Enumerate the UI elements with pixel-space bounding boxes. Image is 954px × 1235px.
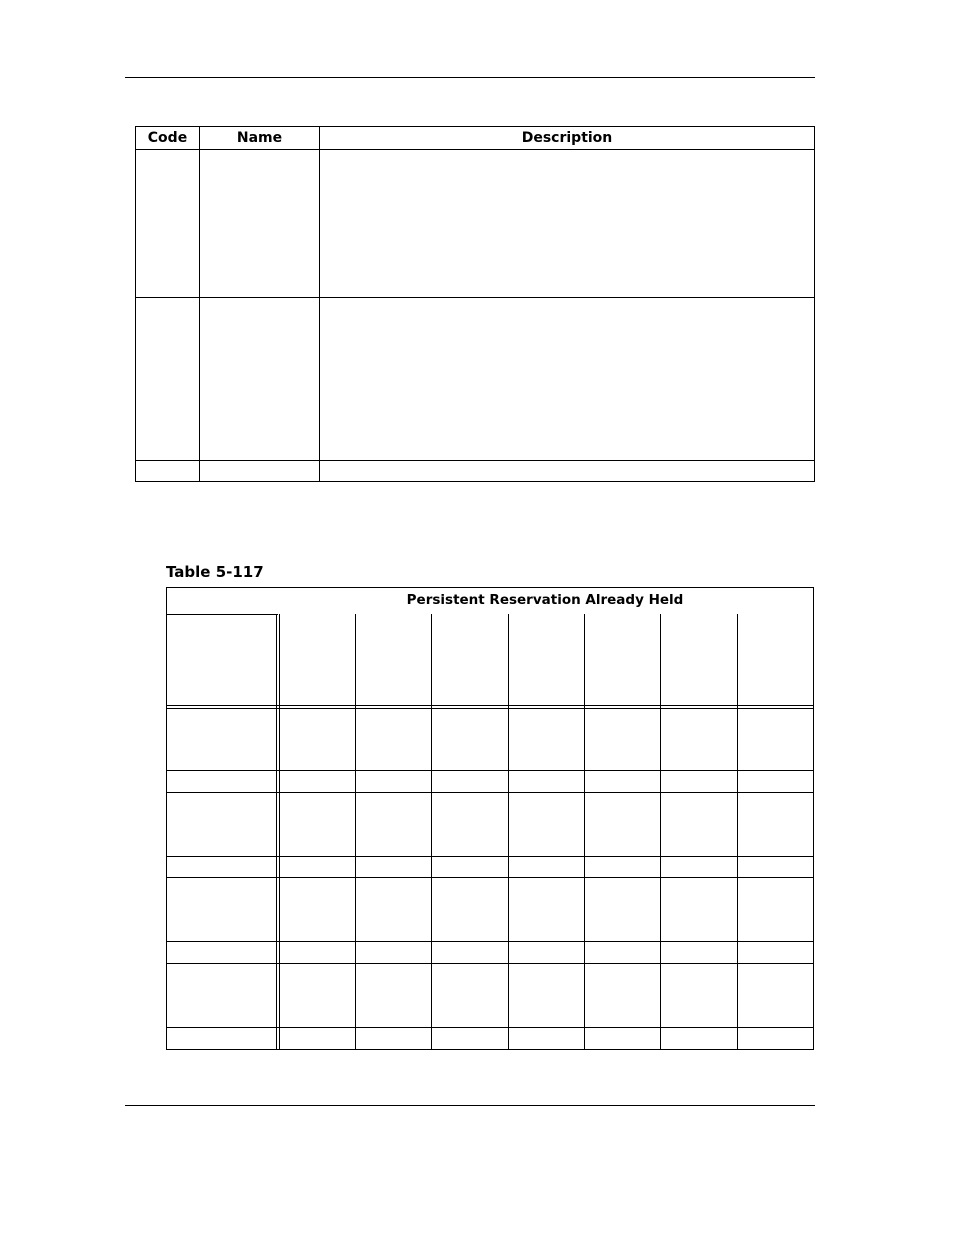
- grid-divider: [508, 614, 509, 1049]
- table-row: [136, 298, 815, 460]
- header-rule: [125, 77, 815, 78]
- cell-description: [320, 150, 815, 298]
- cell-name: [200, 298, 320, 460]
- grid-rule: [167, 941, 813, 942]
- column-header-description: Description: [320, 127, 815, 150]
- grid-divider: [431, 614, 432, 1049]
- code-name-description-table: [135, 126, 815, 482]
- grid-rule: [167, 877, 813, 878]
- table-row: [136, 150, 815, 298]
- grid-divider: [584, 614, 585, 1049]
- grid-divider: [279, 614, 280, 1049]
- table-row: [136, 460, 815, 481]
- grid-rule: [167, 770, 813, 771]
- grid-rule: [167, 708, 813, 709]
- grid-rule: [167, 792, 813, 793]
- grid-rule: [167, 1027, 813, 1028]
- grid-divider: [660, 614, 661, 1049]
- cell-name: [200, 460, 320, 481]
- cell-description: [320, 298, 815, 460]
- cell-description: [320, 460, 815, 481]
- table-caption: Table 5-117: [166, 563, 264, 581]
- table-header-row: [136, 127, 815, 150]
- persistent-reservation-grid: [166, 587, 814, 1050]
- cell-code: [136, 460, 200, 481]
- grid-rule: [167, 856, 813, 857]
- cell-name: [200, 150, 320, 298]
- cell-code: [136, 150, 200, 298]
- grid-divider: [355, 614, 356, 1049]
- grid-divider: [276, 614, 277, 1049]
- grid-rule: [167, 963, 813, 964]
- column-header-name: Name: [200, 127, 320, 150]
- grid-rule: [167, 614, 278, 615]
- grid-rule: [167, 705, 813, 706]
- footer-rule: [125, 1105, 815, 1106]
- column-header-code: Code: [136, 127, 200, 150]
- cell-code: [136, 298, 200, 460]
- grid-divider: [737, 614, 738, 1049]
- grid-header: Persistent Reservation Already Held: [406, 592, 684, 608]
